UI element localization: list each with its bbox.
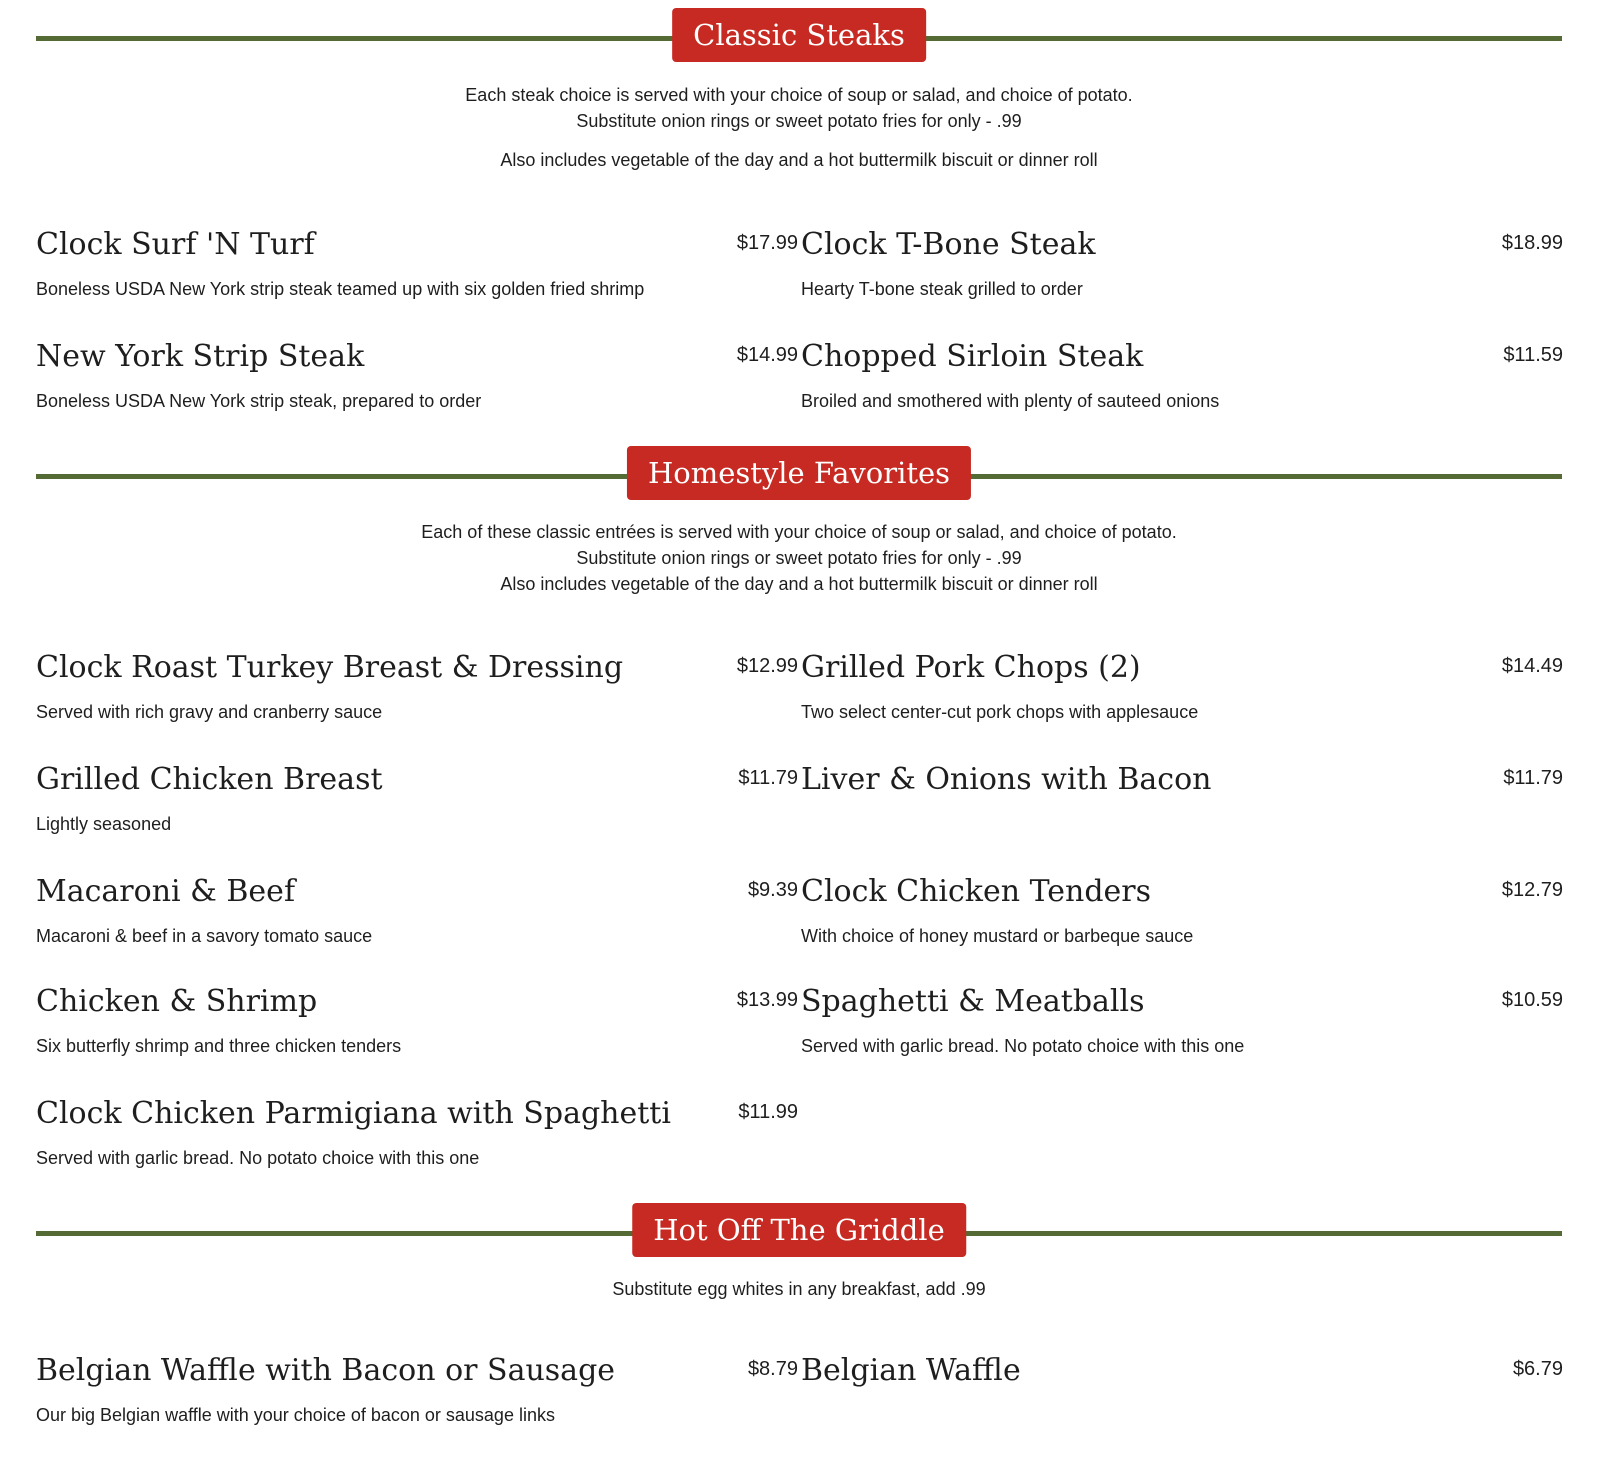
- section-header: [36, 446, 1562, 500]
- item-description: Our big Belgian waffle with your choice of bacon or sausage links: [36, 1405, 555, 1425]
- item-name: Belgian Waffle: [801, 1353, 1021, 1388]
- section-note: Also includes vegetable of the day and a hot buttermilk biscuit or dinner roll: [500, 150, 1098, 170]
- menu-item: [801, 1352, 1563, 1464]
- item-price: $11.79: [1503, 767, 1563, 789]
- section-title: Classic Steaks: [672, 8, 926, 62]
- section-note: Each steak choice is served with your choice of soup or salad, and choice of potato.: [465, 85, 1133, 105]
- section-notes: [36, 519, 1562, 597]
- item-price: $12.99: [736, 655, 798, 677]
- item-name: Grilled Pork Chops (2): [801, 650, 1141, 685]
- item-description: Lightly seasoned: [36, 814, 172, 834]
- menu-item: [36, 983, 798, 1095]
- item-description: Hearty T-bone steak grilled to order: [801, 279, 1083, 299]
- menu-item: [801, 649, 1563, 761]
- section-header: [36, 1203, 1562, 1257]
- item-description: Served with rich gravy and cranberry sauce: [36, 702, 383, 722]
- item-price: $13.99: [736, 989, 798, 1011]
- item-description: Boneless USDA New York strip steak teamed up with six golden fried shrimp: [36, 279, 645, 299]
- item-price: $12.79: [1501, 879, 1563, 901]
- item-name: Grilled Chicken Breast: [36, 762, 383, 797]
- menu-item: [36, 226, 798, 338]
- item-price: $11.99: [738, 1101, 798, 1123]
- menu-item: [36, 873, 798, 985]
- item-name: Spaghetti & Meatballs: [801, 984, 1145, 1019]
- item-price: $14.99: [736, 344, 798, 366]
- menu-item: [801, 761, 1563, 873]
- menu-item: [36, 761, 798, 873]
- item-name: Chicken & Shrimp: [36, 984, 318, 1019]
- menu-item: [36, 1352, 798, 1464]
- item-price: $14.49: [1501, 655, 1563, 677]
- item-price: $8.79: [747, 1358, 798, 1380]
- item-name: Clock Surf 'N Turf: [36, 227, 315, 262]
- item-description: Served with garlic bread. No potato choice with this one: [801, 1036, 1245, 1056]
- item-description: With choice of honey mustard or barbeque sauce: [801, 926, 1194, 946]
- menu-item: [36, 649, 798, 761]
- section-header: [36, 8, 1562, 62]
- menu-item: [801, 873, 1563, 985]
- item-description: Macaroni & beef in a savory tomato sauce: [36, 926, 373, 946]
- menu-item: [801, 226, 1563, 338]
- item-price: $18.99: [1501, 232, 1563, 254]
- item-description: Served with garlic bread. No potato choice with this one: [36, 1148, 480, 1168]
- section-homestyle-favorites: [36, 446, 1563, 1168]
- item-description: Broiled and smothered with plenty of sauteed onions: [801, 391, 1220, 411]
- section-hot-off-the-griddle: [36, 1203, 1563, 1425]
- section-title: Hot Off The Griddle: [632, 1203, 966, 1257]
- section-note: Substitute onion rings or sweet potato fries for only - .99: [576, 111, 1022, 131]
- item-description: Six butterfly shrimp and three chicken tenders: [36, 1036, 402, 1056]
- item-description: Boneless USDA New York strip steak, prepared to order: [36, 391, 482, 411]
- item-name: Liver & Onions with Bacon: [801, 762, 1212, 797]
- item-name: Clock Chicken Parmigiana with Spaghetti: [36, 1096, 671, 1131]
- item-price: $17.99: [736, 232, 798, 254]
- section-note: Substitute egg whites in any breakfast, add .99: [612, 1279, 986, 1299]
- menu-item: [36, 338, 798, 450]
- item-name: Clock Roast Turkey Breast & Dressing: [36, 650, 624, 685]
- item-price: $11.79: [738, 767, 798, 789]
- section-note: Each of these classic entrées is served with your choice of soup or salad, and choice of potato.: [421, 522, 1177, 542]
- menu-item: [801, 983, 1563, 1095]
- section-classic-steaks: [36, 8, 1563, 411]
- section-note: Substitute onion rings or sweet potato fries for only - .99: [576, 548, 1022, 568]
- item-price: $9.39: [747, 879, 798, 901]
- section-title: Homestyle Favorites: [627, 446, 971, 500]
- section-note: Also includes vegetable of the day and a hot buttermilk biscuit or dinner roll: [500, 574, 1098, 594]
- item-price: $6.79: [1512, 1358, 1563, 1380]
- item-name: Macaroni & Beef: [36, 874, 296, 909]
- item-price: $10.59: [1501, 989, 1563, 1011]
- item-name: Clock T-Bone Steak: [801, 227, 1096, 262]
- menu-item: [801, 338, 1563, 450]
- item-name: Clock Chicken Tenders: [801, 874, 1152, 909]
- section-notes: [36, 1276, 1562, 1302]
- section-notes: [36, 82, 1562, 173]
- item-name: Belgian Waffle with Bacon or Sausage: [36, 1353, 616, 1388]
- item-name: New York Strip Steak: [36, 339, 365, 374]
- item-name: Chopped Sirloin Steak: [801, 339, 1144, 374]
- item-price: $11.59: [1503, 344, 1563, 366]
- menu-item: [36, 1095, 798, 1207]
- item-description: Two select center-cut pork chops with applesauce: [801, 702, 1199, 722]
